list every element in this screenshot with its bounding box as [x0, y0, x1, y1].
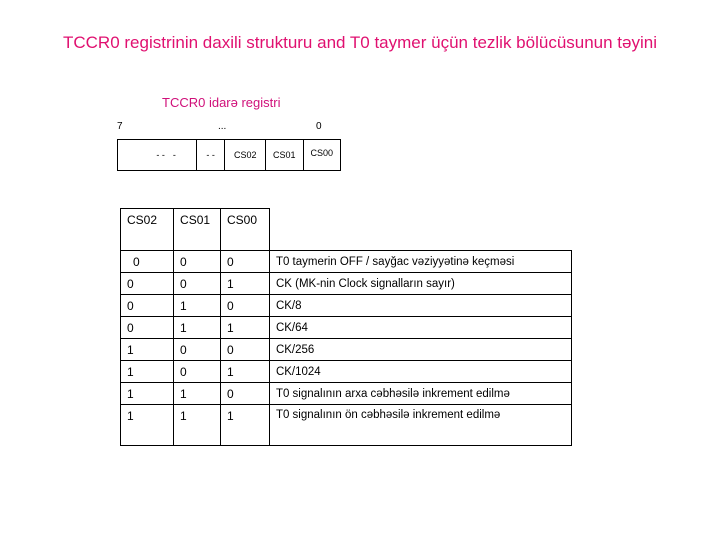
bit-ellipsis-label: ...	[218, 121, 227, 132]
table-row	[121, 317, 572, 339]
register-label: TCCR0 idarə registri	[162, 95, 281, 110]
table-cell-description: CK/64	[269, 317, 571, 339]
table-cell: 1	[220, 273, 269, 295]
header-description	[269, 209, 571, 251]
table-row	[121, 339, 572, 361]
table-row	[121, 295, 572, 317]
bit-7-label: 7	[117, 121, 123, 132]
table-cell-description: T0 signalının arxa cəbhəsilə inkrement edilmə	[269, 383, 571, 405]
header-cs00: CS00	[220, 209, 269, 251]
table-header-row	[121, 209, 572, 251]
register-cell-cs01: CS01	[266, 140, 303, 171]
table-cell: 0	[174, 339, 221, 361]
table-cell: 0	[121, 317, 174, 339]
table-cell: 1	[220, 317, 269, 339]
table-cell: 0	[174, 273, 221, 295]
table-cell: 0	[220, 339, 269, 361]
table-row	[121, 405, 572, 446]
table-cell: 1	[121, 383, 174, 405]
header-cs02: CS02	[121, 209, 174, 251]
table-cell-description: CK/256	[269, 339, 571, 361]
table-cell: 1	[174, 383, 221, 405]
page-title: TCCR0 registrinin daxili strukturu and T0 taymer üçün tezlik bölücüsunun təyini	[62, 33, 657, 52]
table-row	[121, 273, 572, 295]
table-row	[121, 251, 572, 273]
table-cell: 1	[220, 361, 269, 383]
header-cs01: CS01	[174, 209, 221, 251]
table-cell-description: T0 taymerin OFF / sayğac vəziyyətinə keçməsi	[269, 251, 571, 273]
table-row	[121, 361, 572, 383]
table-cell: 1	[121, 405, 174, 446]
table-cell: 0	[174, 361, 221, 383]
table-cell: 0	[220, 295, 269, 317]
table-cell-description: T0 signalının ön cəbhəsilə inkrement edilmə	[269, 405, 571, 446]
table-cell: 1	[121, 361, 174, 383]
register-cell: - -	[118, 140, 171, 171]
table-cell: 1	[121, 339, 174, 361]
register-cell-cs00: CS00	[303, 140, 340, 171]
table-cell: 1	[174, 317, 221, 339]
table-cell: 0	[121, 295, 174, 317]
table-cell: 0	[121, 251, 174, 273]
register-cell-cs02: CS02	[225, 140, 266, 171]
table-cell: 0	[220, 251, 269, 273]
bit-0-label: 0	[316, 121, 322, 132]
table-cell-description: CK (MK-nin Clock signalların sayır)	[269, 273, 571, 295]
register-cell: - -	[196, 140, 225, 171]
tccr0-register-diagram	[117, 139, 341, 171]
prescaler-table	[120, 208, 572, 446]
table-row	[121, 383, 572, 405]
table-cell-description: CK/1024	[269, 361, 571, 383]
table-cell: 0	[220, 383, 269, 405]
table-cell: 0	[174, 251, 221, 273]
table-cell: 1	[174, 295, 221, 317]
table-cell-description: CK/8	[269, 295, 571, 317]
register-cell: -	[171, 140, 196, 171]
table-cell: 1	[220, 405, 269, 446]
table-cell: 0	[121, 273, 174, 295]
table-cell: 1	[174, 405, 221, 446]
